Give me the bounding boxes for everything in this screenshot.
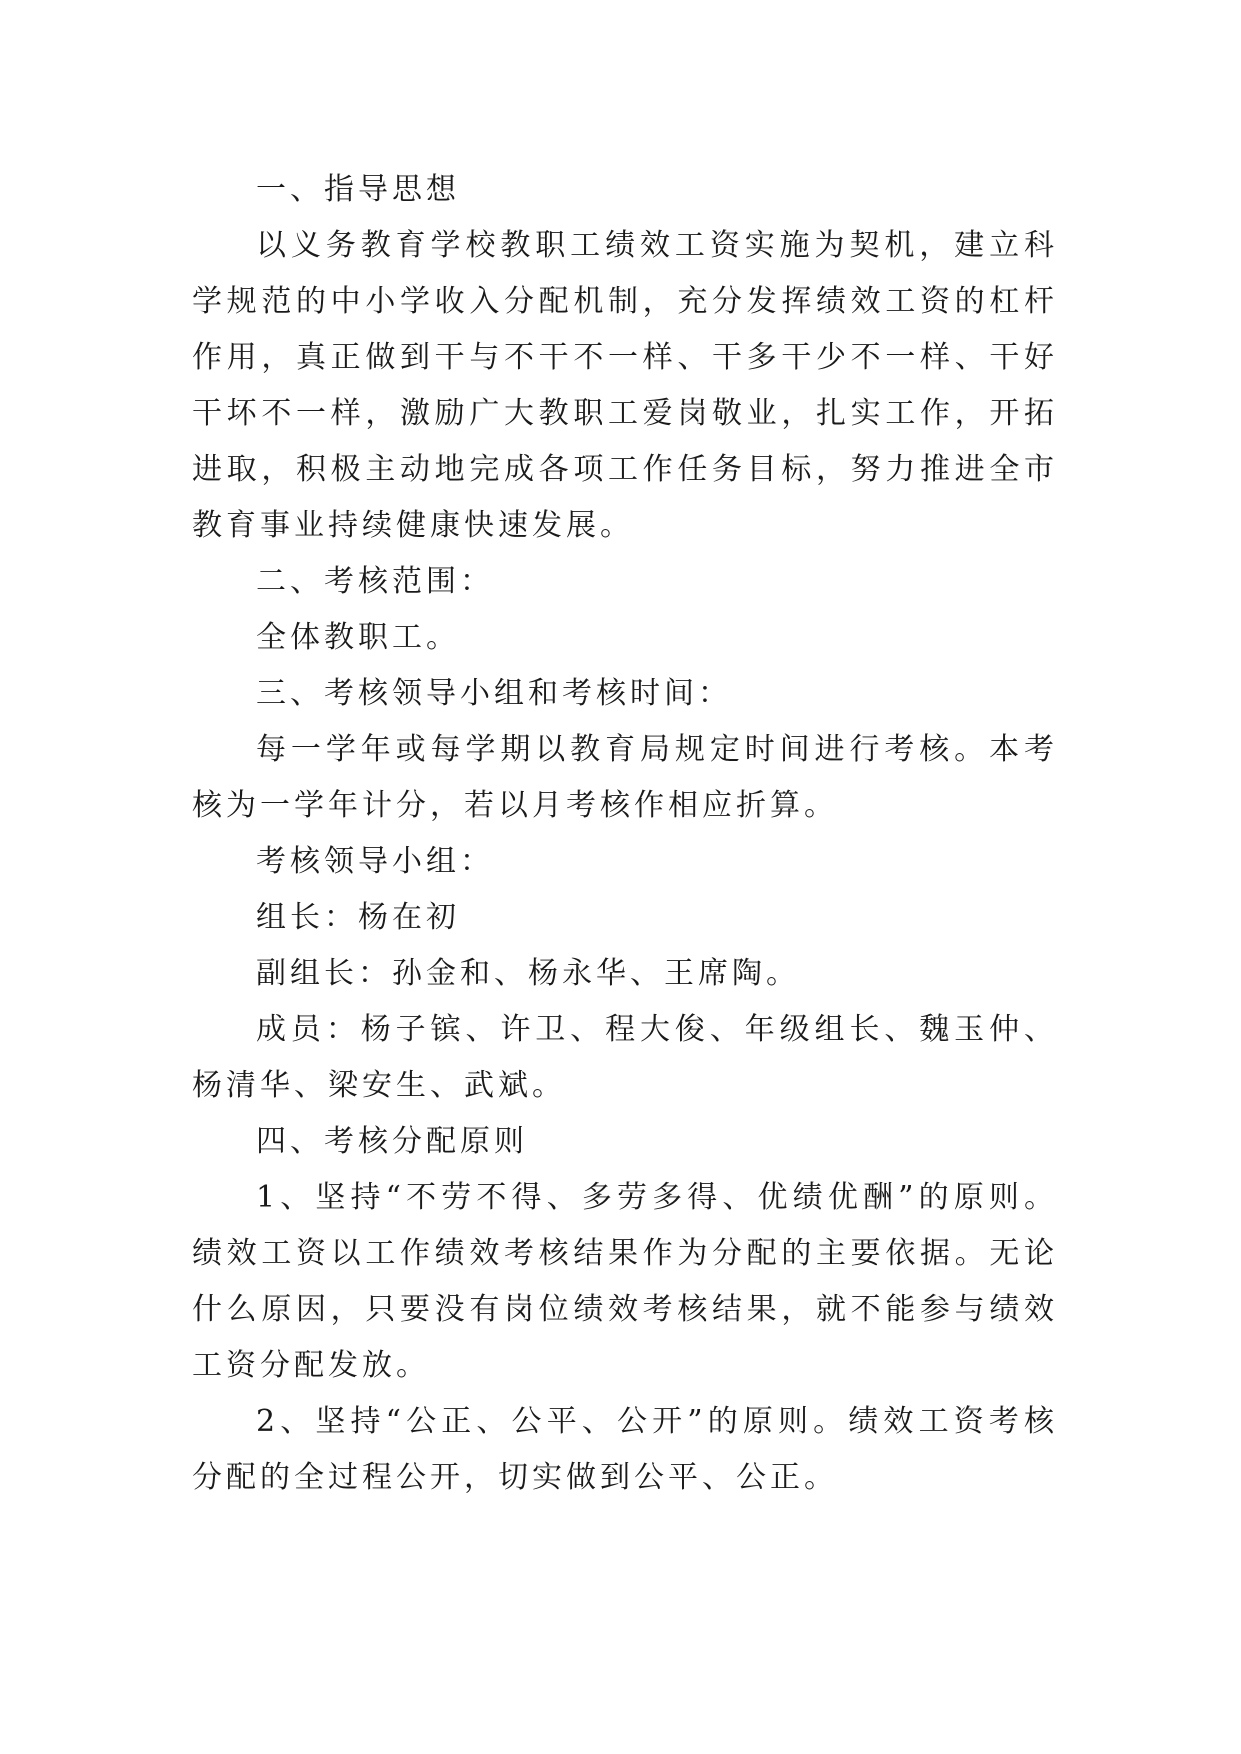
paragraph-guiding-thought: 以义务教育学校教职工绩效工资实施为契机，建立科学规范的中小学收入分配机制，充分发挥绩效工资的杠杆作用，真正做到干与不干不一样、干多干少不一样、干好干坏不一样，激励广大教职工爱岗敬业，扎实工作，开拓进取，积极主动地完成各项工作任务目标，努力推进全市教育事业持续健康快速发展。 [192, 228, 1058, 543]
paragraph-principle-2: 2、坚持“公正、公平、公开”的原则。绩效工资考核分配的全过程公开，切实做到公平、公正。 [192, 1404, 1058, 1495]
document-body [192, 162, 1058, 1506]
paragraph-group-leader: 组长：杨在初 [256, 900, 460, 935]
section-heading-guiding-thought: 一、指导思想 [256, 172, 460, 207]
paragraph-scope: 全体教职工。 [256, 620, 460, 655]
section-heading-leadership-and-time: 三、考核领导小组和考核时间： [256, 676, 732, 711]
paragraph-members: 成员：杨子镔、许卫、程大俊、年级组长、魏玉仲、杨清华、梁安生、武斌。 [192, 1012, 1058, 1103]
paragraph-assessment-time: 每一学年或每学期以教育局规定时间进行考核。本考核为一学年计分，若以月考核作相应折算。 [192, 732, 1058, 823]
section-heading-scope: 二、考核范围： [256, 564, 494, 599]
paragraph-leadership-group: 考核领导小组： [256, 844, 494, 879]
section-heading-principles: 四、考核分配原则 [256, 1124, 528, 1159]
paragraph-principle-1: 1、坚持“不劳不得、多劳多得、优绩优酬”的原则。绩效工资以工作绩效考核结果作为分配的主要依据。无论什么原因，只要没有岗位绩效考核结果，就不能参与绩效工资分配发放。 [192, 1180, 1058, 1383]
paragraph-deputy-leaders: 副组长：孙金和、杨永华、王席陶。 [256, 956, 800, 991]
